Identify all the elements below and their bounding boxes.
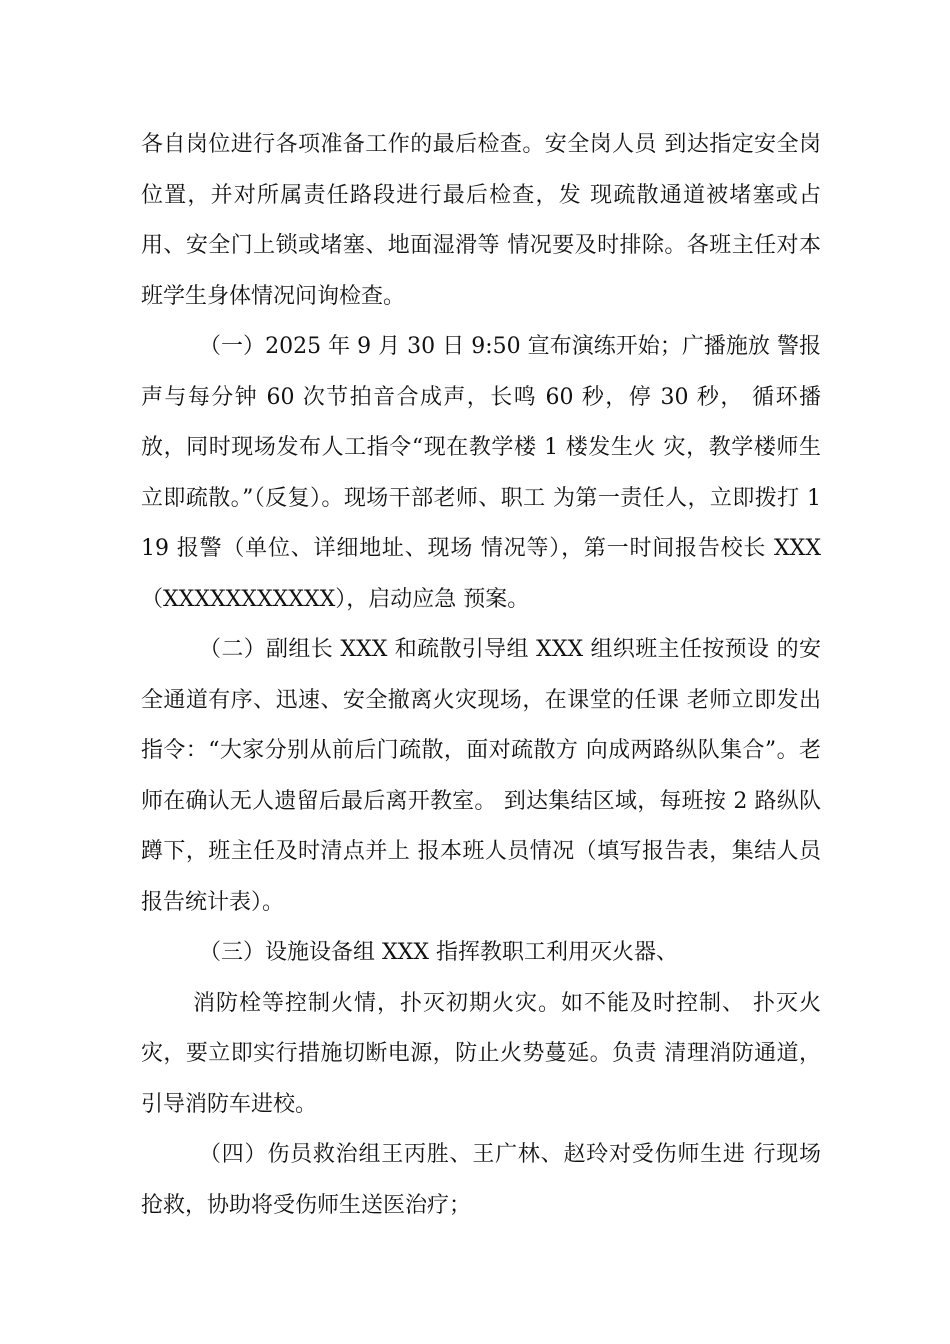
paragraph-step-four: （四）伤员救治组王丙胜、王广林、赵玲对受伤师生进 行现场抢救，协助将受伤师生送医治疗； — [141, 1142, 821, 1218]
paragraph-step-three-heading: （三）设施设备组 XXX 指挥教职工利用灭火器、 — [199, 940, 678, 965]
paragraph-step-two: （二）副组长 XXX 和疏散引导组 XXX 组织班主任按预设 的安全通道有序、迅速、安全撤离火灾现场，在课堂的任课 老师立即发出指令：“大家分别从前后门疏散，面对疏散方 向成两路纵队集合”。老师在确认无人遗留后最后离开教室。 到达集结区域，每班按 2 路纵队蹲下，班主任及时清点并上 报本班人员情况（填写报告表，集结人员报告统计表）。 — [141, 637, 821, 915]
document-body — [141, 120, 821, 1231]
paragraph-step-one: （一）2025 年 9 月 30 日 9:50 宣布演练开始；广播施放 警报声与每分钟 60 次节拍音合成声，长鸣 60 秒，停 30 秒， 循环播放，同时现场发布人工指令“现在教学楼 1 楼发生火 灾，教学楼师生立即疏散。”（反复）。现场干部老师、职工 为第一责任人，立即拨打 119 报警（单位、详细地址、现场 情况等），第一时间报告校长 XXX（XXXXXXXXXXX），启动应急 预案。 — [141, 334, 821, 612]
paragraph-step-three-body: 消防栓等控制火情，扑灭初期火灾。如不能及时控制、 扑灭火灾，要立即实行措施切断电源，防止火势蔓延。负责 清理消防通道，引导消防车进校。 — [141, 990, 821, 1117]
paragraph-preparation-check: 各自岗位进行各项准备工作的最后检查。安全岗人员 到达指定安全岗位置，并对所属责任路段进行最后检查，发 现疏散通道被堵塞或占用、安全门上锁或堵塞、地面湿滑等 情况要及时排除。各班主任对本班学生身体情况问询检查。 — [141, 132, 821, 309]
